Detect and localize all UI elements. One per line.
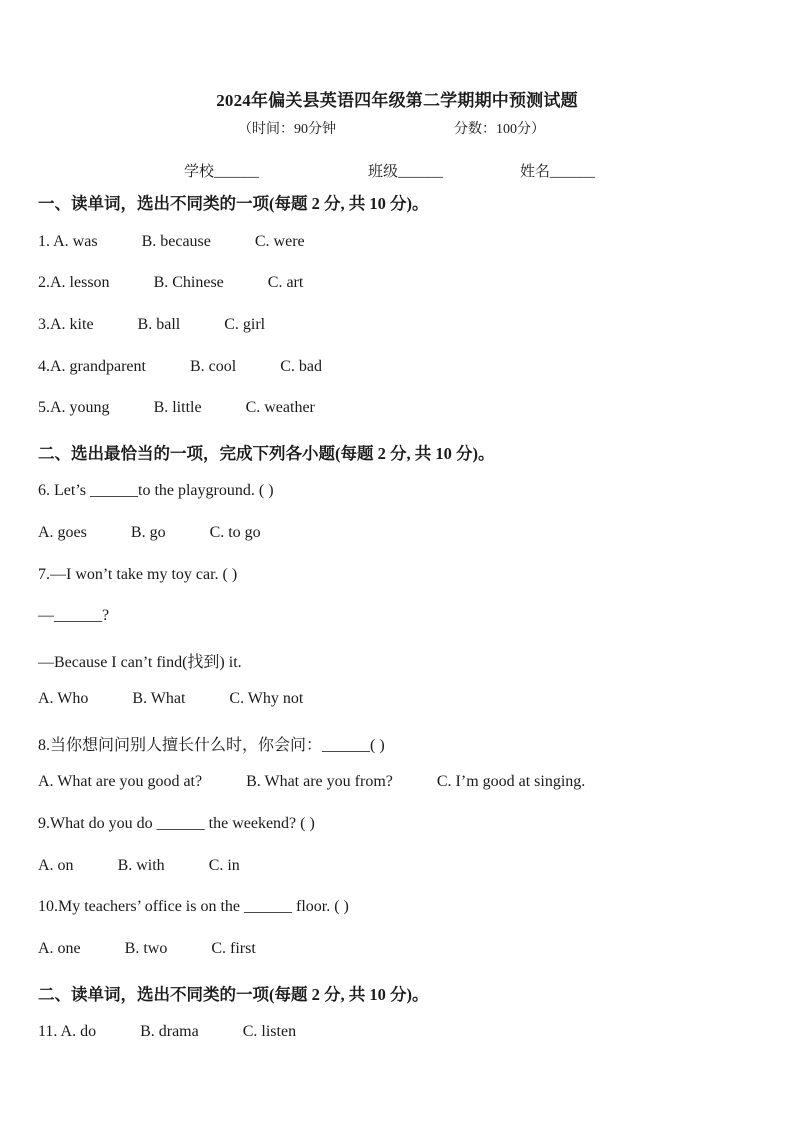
option-a: 5.A. young	[38, 399, 110, 416]
time-limit: （时间：90分钟	[238, 122, 336, 137]
question-5	[38, 399, 315, 417]
exam-title: 2024年偏关县英语四年级第二学期期中预测试题	[216, 91, 578, 110]
option-c: C. girl	[224, 316, 266, 333]
option-c: C. listen	[242, 1023, 297, 1040]
option-c: C. in	[208, 857, 240, 874]
question-3	[38, 316, 265, 334]
option-a: 11. A. do	[38, 1023, 97, 1040]
option-c: C. I’m good at singing.	[436, 773, 586, 790]
question-1	[38, 233, 305, 251]
option-b: B. because	[141, 233, 211, 250]
option-c: C. Why not	[229, 690, 304, 707]
option-a: 3.A. kite	[38, 316, 94, 333]
option-b: B. ball	[137, 316, 181, 333]
question-7-options	[38, 690, 303, 708]
option-a: A. What are you good at?	[38, 773, 203, 790]
section-2-heading: 二、选出最恰当的一项，完成下列各小题(每题 2 分, 共 10 分)。	[38, 444, 495, 463]
question-9-options	[38, 857, 240, 875]
option-a: A. Who	[38, 690, 89, 707]
question-7-line2: —______?	[38, 607, 110, 624]
question-6-stem: 6. Let’s ______to the playground. ( )	[38, 482, 274, 499]
question-9-stem: 9.What do you do ______ the weekend? ( )	[38, 815, 315, 832]
option-c: C. weather	[245, 399, 315, 416]
question-10-options	[38, 940, 256, 958]
option-b: B. little	[153, 399, 202, 416]
section-3-heading: 二、读单词，选出不同类的一项(每题 2 分, 共 10 分)。	[38, 985, 429, 1004]
question-7-stem: 7.—I won’t take my toy car. ( )	[38, 566, 238, 583]
name-field: 姓名______	[520, 164, 596, 180]
question-2	[38, 274, 303, 292]
option-b: B. two	[124, 940, 168, 957]
question-7-line3: —Because I can’t find(找到) it.	[38, 654, 242, 671]
option-b: B. What	[132, 690, 186, 707]
option-b: B. drama	[140, 1023, 199, 1040]
question-8-options	[38, 773, 585, 791]
question-8-stem: 8.当你想问问别人擅长什么时，你会问：______( )	[38, 737, 385, 754]
option-b: B. go	[130, 524, 166, 541]
option-c: C. first	[211, 940, 256, 957]
option-c: C. to go	[209, 524, 261, 541]
option-a: A. on	[38, 857, 74, 874]
option-b: B. Chinese	[153, 274, 224, 291]
option-b: B. What are you from?	[246, 773, 393, 790]
option-b: B. cool	[189, 358, 237, 375]
section-1-heading: 一、读单词，选出不同类的一项(每题 2 分, 共 10 分)。	[38, 194, 429, 213]
option-c: C. bad	[280, 358, 322, 375]
option-b: B. with	[117, 857, 165, 874]
total-score: 分数：100分）	[454, 122, 545, 137]
question-10-stem: 10.My teachers’ office is on the ______ floor. ( )	[38, 898, 349, 915]
option-a: 1. A. was	[38, 233, 98, 250]
option-a: 4.A. grandparent	[38, 358, 146, 375]
option-a: A. goes	[38, 524, 87, 541]
class-field: 班级______	[368, 164, 444, 180]
question-11	[38, 1023, 296, 1041]
option-c: C. were	[254, 233, 305, 250]
school-field: 学校______	[184, 164, 260, 180]
option-a: A. one	[38, 940, 81, 957]
question-6-options	[38, 524, 261, 542]
question-4	[38, 358, 322, 376]
option-c: C. art	[267, 274, 304, 291]
option-a: 2.A. lesson	[38, 274, 110, 291]
